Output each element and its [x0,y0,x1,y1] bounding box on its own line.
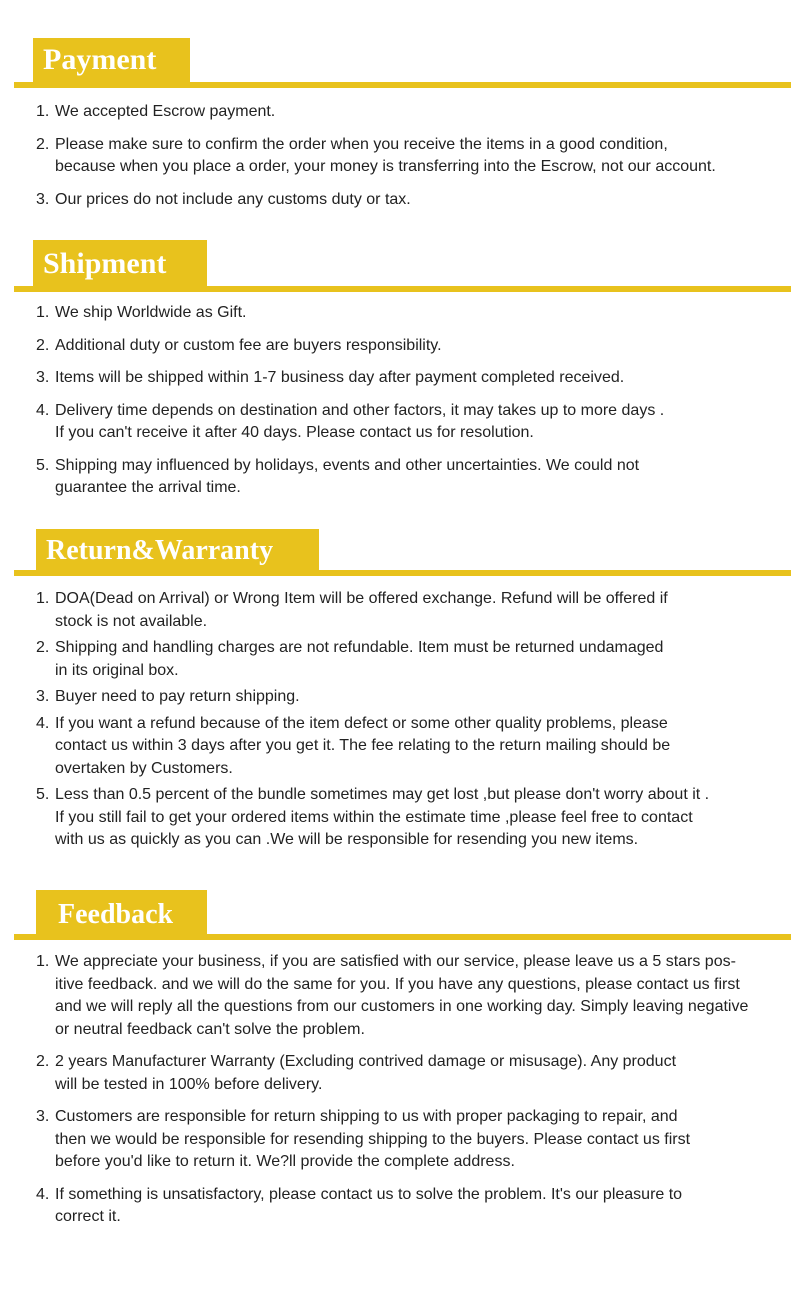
list-item-text: Our prices do not include any customs duty or tax. [55,190,411,208]
list-item-text: We ship Worldwide as Gift. [55,304,247,321]
list-item: 1. We appreciate your business, if you are satisfied with our service, please leave us a 5 stars pos- itive feedback. and we will do the same for you. If you have any questions, please contact us first and we will reply all the questions from our customers in one working day. Simply leaving negative or neutral feedback can't solve the problem. [36,953,749,1038]
payment-list [36,101,791,211]
feedback-heading: Feedback [36,890,207,934]
list-item-text: Items will be shipped within 1-7 business day after payment completed received. [55,369,625,386]
list-item-text: Less than 0.5 percent of the bundle sometimes may get lost ,but please don't worry about it . If you still fail to get your ordered items within the estimate time ,please feel free to contact with us as quickly as you can .We will be responsible for resending you new items. [55,786,710,848]
list-item: 3. Buyer need to pay return shipping. [36,688,300,705]
list-item-text: DOA(Dead on Arrival) or Wrong Item will be offered exchange. Refund will be offered if stock is not available. [55,590,668,630]
list-item-text: Additional duty or custom fee are buyers responsibility. [55,336,442,354]
list-item: 5. Shipping may influenced by holidays, events and other uncertainties. We could not guarantee the arrival time. [36,456,640,496]
return-warranty-heading: Return&Warranty [36,529,319,570]
list-item-text: We appreciate your business, if you are satisfied with our service, please leave us a 5 stars pos- itive feedback. and we will do the same for you. If you have any questions, please contact us first and we will reply all the questions from our customers in one working day. Simply leaving negative or neutral feedback can't solve the problem. [55,953,749,1038]
list-item-text: 2 years Manufacturer Warranty (Excluding contrived damage or misusage). Any product will be tested in 100% before delivery. [55,1053,677,1093]
list-item-text: Delivery time depends on destination and other factors, it may takes up to more days . If you can't receive it after 40 days. Please contact us for resolution. [55,401,665,441]
list-item: 3. Customers are responsible for return shipping to us with proper packaging to repair, and then we would be responsible for resending shipping to the buyers. Please contact us first before you'd like to return it. We?ll provide the complete address. [36,1108,691,1170]
list-item: 3. Our prices do not include any customs duty or tax. [36,190,411,208]
list-item: 1. DOA(Dead on Arrival) or Wrong Item will be offered exchange. Refund will be offered if stock is not available. [36,590,668,630]
list-item-text: Please make sure to confirm the order when you receive the items in a good condition, because when you place a order, your money is transferring into the Escrow, not our account. [55,135,716,175]
list-item: 4. Delivery time depends on destination and other factors, it may takes up to more days . If you can't receive it after 40 days. Please contact us for resolution. [36,401,665,441]
list-item: 4. If you want a refund because of the item defect or some other quality problems, please contact us within 3 days after you get it. The fee relating to the return mailing should be overtaken by Customers. [36,714,671,777]
list-item-text: If you want a refund because of the item defect or some other quality problems, please contact us within 3 days after you get it. The fee relating to the return mailing should be overtaken by Customers. [55,714,671,777]
return-warranty-list [36,588,791,852]
payment-divider [14,82,791,88]
list-item: 5. Less than 0.5 percent of the bundle sometimes may get lost ,but please don't worry about it . If you still fail to get your ordered items within the estimate time ,please feel free to contact with us as quickly as you can .We will be responsible for resending you new items. [36,786,710,848]
list-item: 1. We accepted Escrow payment. [36,103,276,120]
list-item: 3. Items will be shipped within 1-7 business day after payment completed received. [36,369,625,386]
shipment-heading: Shipment [33,240,207,286]
list-item: 2. Please make sure to confirm the order when you receive the items in a good condition, because when you place a order, your money is transferring into the Escrow, not our account. [36,135,716,175]
feedback-divider [14,934,791,940]
list-item-text: If something is unsatisfactory, please contact us to solve the problem. It's our pleasure to correct it. [55,1185,683,1225]
feedback-list [36,951,791,1229]
return-warranty-divider [14,570,791,576]
shipment-divider [14,286,791,292]
list-item: 4. If something is unsatisfactory, please contact us to solve the problem. It's our pleasure to correct it. [36,1185,683,1225]
list-item: 1. We ship Worldwide as Gift. [36,304,247,321]
list-item-text: Customers are responsible for return shipping to us with proper packaging to repair, and then we would be responsible for resending shipping to the buyers. Please contact us first before you'd like to return it. We?ll provide the complete address. [55,1108,691,1170]
list-item-text: Buyer need to pay return shipping. [55,688,300,705]
list-item: 2. Additional duty or custom fee are buyers responsibility. [36,336,442,354]
list-item-text: Shipping may influenced by holidays, events and other uncertainties. We could not guarantee the arrival time. [55,456,640,496]
payment-heading: Payment [33,38,190,82]
list-item: 2. Shipping and handling charges are not refundable. Item must be returned undamaged in its original box. [36,639,664,679]
shipment-list [36,302,791,500]
list-item-text: Shipping and handling charges are not refundable. Item must be returned undamaged in its original box. [55,639,664,679]
list-item-text: We accepted Escrow payment. [55,103,276,120]
list-item: 2. 2 years Manufacturer Warranty (Excluding contrived damage or misusage). Any product will be tested in 100% before delivery. [36,1053,677,1093]
